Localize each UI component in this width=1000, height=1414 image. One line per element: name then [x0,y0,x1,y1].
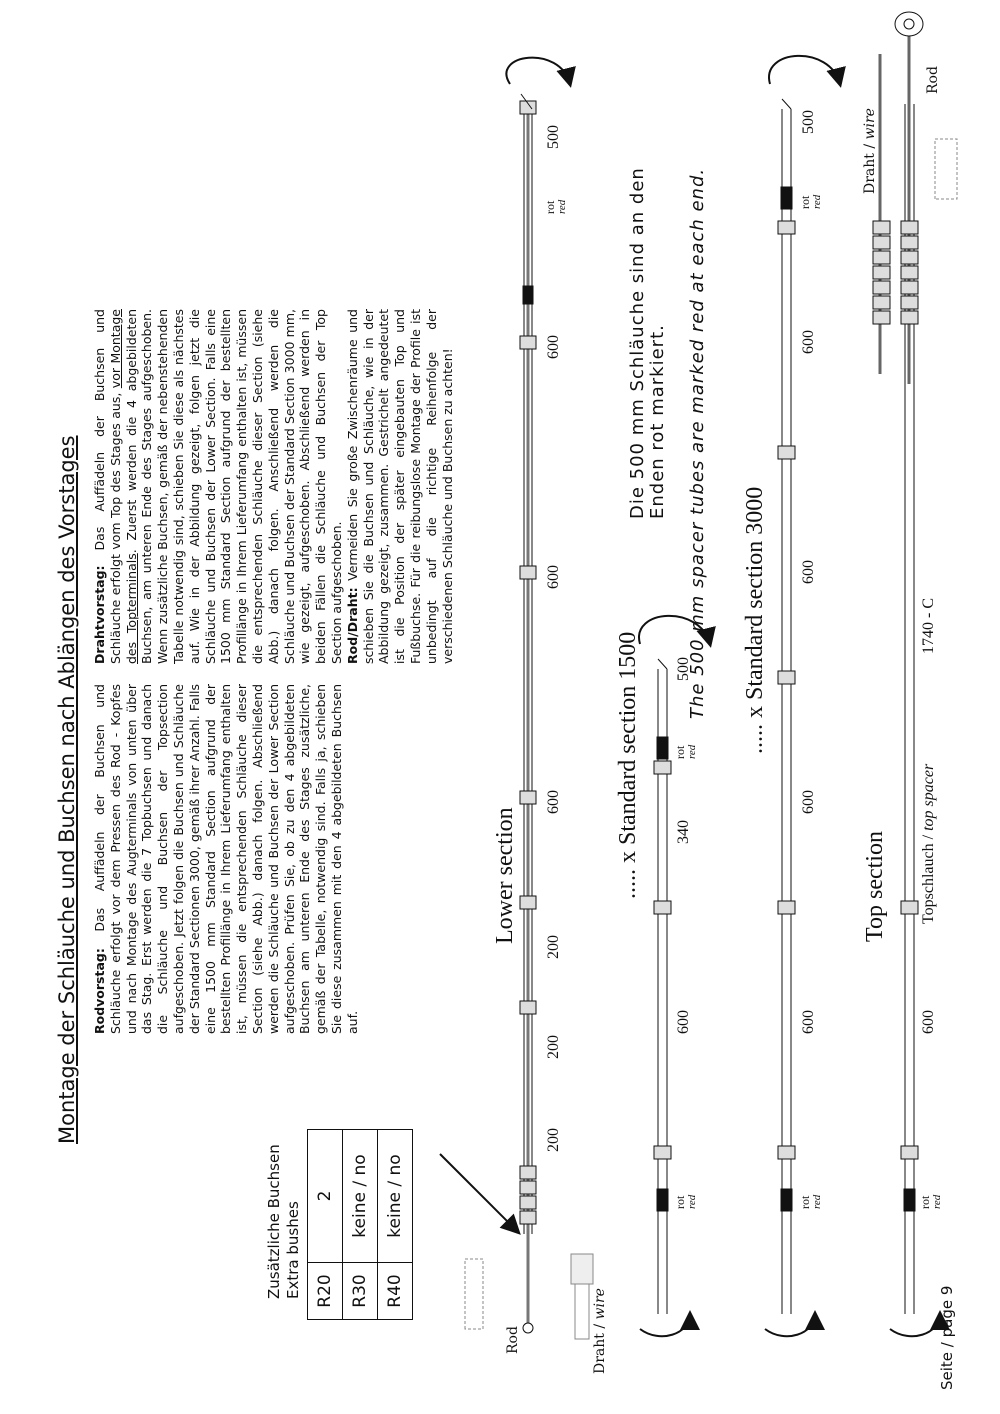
red-marker-label [800,1195,823,1209]
std3000-length-2: 600 [800,790,817,814]
table-cell: R40 [378,1263,413,1320]
top-section-title: Top section [862,831,888,942]
std3000-length-4: 600 [800,330,817,354]
rot-label: rot [798,1195,812,1209]
wire-text-b: . Zuerst werden die 4 abgebildeten Buchsen, am unteren Ende des Stages aufgeschoben. Wenn zusätzliche Buchsen, gemäß der nebenstehenden Tabelle notwendig sind, schieben Sie diese als nächstes auf. Wie in der Abbildung gezeigt, folgen jetzt die Schläuche und Buchsen der Lower Section. Falls eine 1500 mm Standard Section aufgrund der bestellten Profillänge in Ihrem Lieferumfang enthalten ist, müssen die entsprechenden Schläuche dieser Section (siehe Abb.) danach folgen. Anschließend werden die Schläuche und Buchsen der Standard Section 3000 mm, wie gezeigt, aufgeschoben. Abschließend werden in beiden Fällen die Schläuche und Buchsen der Top Section aufgeschoben. [123,309,344,664]
rot-label: rot [918,1195,932,1209]
lower-length-2: 200 [545,1035,562,1059]
note-en: The 500 mm spacer tubes are marked red at each end. [687,167,708,719]
top-length-1: 600 [920,1010,937,1034]
std3000-length-1: 600 [800,1010,817,1034]
draht-label: Draht / [592,1319,608,1374]
red-marker-label [800,195,823,209]
draht-label: Draht / [862,139,878,194]
lower-length-3: 200 [545,935,562,959]
rod-label: Rod [505,1326,521,1354]
red-label: red [811,194,823,209]
lower-length-7: 500 [545,125,562,149]
page-heading: Montage der Schläuche und Buchsen nach Ablängen des Vorstages [55,435,79,1144]
lower-length-5: 600 [545,565,562,589]
table-cell: R30 [343,1263,378,1320]
rod-title: Rodvorstag: [92,948,107,1034]
wire-label: wire [862,108,878,140]
lower-section-title: Lower section [492,807,518,944]
top-spacer-de: Topschlauch / [920,830,937,924]
table-row [343,1130,378,1320]
rod-instructions [92,684,361,1034]
red-marker-label [545,200,568,214]
wire-text-underlined: vor Montage des Topterminals [107,309,139,664]
table-cell: 2 [308,1130,343,1263]
rot-label: rot [673,745,687,759]
table-row [378,1130,413,1320]
rot-label: rot [798,195,812,209]
table-cell: keine / no [378,1130,413,1263]
table-row [308,1130,343,1320]
lower-length-4: 600 [545,790,562,814]
std1500-length-2: 340 [675,820,692,844]
red-label: red [686,1194,698,1209]
lower-length-1: 200 [545,1128,562,1152]
std1500-length-1: 600 [675,1010,692,1034]
red-label: red [686,744,698,759]
rw-title: Rod/Draht: [344,587,360,664]
extra-bushes-title-de: Zusätzliche Buchsen [265,1144,283,1299]
std3000-length-3: 600 [800,560,817,584]
red-label: red [931,1194,943,1209]
pointer-arrow [440,1154,518,1232]
std3000-length-5: 500 [800,110,817,134]
red-label: red [811,1194,823,1209]
top-spacer-label [920,764,938,924]
extra-bushes-title-en: Extra bushes [284,1201,302,1299]
top-spacer-en: top spacer [920,763,937,831]
std1500-title: ..... x Standard section 1500 [615,631,641,899]
wire-instructions [92,309,455,664]
red-marker-label [920,1195,943,1209]
extra-bushes-table [307,1129,413,1320]
page-number: Seite / page 9 [938,1285,956,1390]
std3000-tube [765,56,840,1336]
std3000-title: ..... x Standard section 3000 [742,486,768,754]
red-marker-label [675,1195,698,1209]
draht-wire-label-top [862,108,878,194]
rod-text: Das Auffädeln der Buchsen und Schläuche erfolgt vor dem Pressen des Rod - Kopfes und nach Montage des Augterminals von unten über das Stag. Erst werden die 7 Topbuchsen und danach die Schläuche und Buchsen der Topsection aufgeschoben. Jetzt folgen die Buchsen und Schläuche der Standard Sectionen 3000, gemäß ihrer Anzahl. Falls eine 1500 mm Standard Section aufgrund der bestellten Profillänge in Ihrem Lieferumfang enthalten ist, müssen die entsprechenden Schläuche dieser Section (siehe Abb.) danach folgen. Abschließend werden die Schläuche und Buchsen der Lower Section aufgeschoben. Prüfen Sie, ob zu den 4 abgebildeten Buchsen am unteren Ende des Stages zusätzliche, gemäß der Tabelle, notwendig sind. Falls ja, schieben Sie diese zusammen mit den 4 abgebildeten Buchsen auf. [92,684,360,1034]
table-cell: keine / no [343,1130,378,1263]
lower-length-6: 600 [545,335,562,359]
top-section-tube [873,12,940,1336]
top-code: 1740 - C [920,598,937,654]
rw-text: Vermeiden Sie große Zwischenräume und schieben Sie die Buchsen und Schläuche, wie in der Abbildung gezeigt, zusammen. Gestrichelt angedeutet ist die Position der später eingebauten Top und Fußbuchse. Für die reibungslose Montage der Profile ist unbedingt auf die richtige Reihenfolge der verschiedenen Schläuche und Buchsen zu achten! [344,309,455,664]
wire-label: wire [592,1288,608,1320]
wire-title: Drahtvorstag: [92,565,107,664]
table-cell: R20 [308,1263,343,1320]
rot-label: rot [673,1195,687,1209]
red-label: red [556,199,568,214]
rot-label: rot [543,200,557,214]
draht-wire-label [592,1288,608,1374]
std1500-length-3: 500 [675,657,692,681]
wire-text-a: Das Auffädeln der Buchsen und Schläuche erfolgt vom Top des Stages aus, [92,309,123,664]
rod-label-top: Rod [925,66,941,94]
note-de: Die 500 mm Schläuche sind an den Enden rot markiert. [627,167,668,519]
red-marker-label [675,745,698,759]
extra-bushes-title [265,1144,303,1299]
std1500-tube [639,616,710,1336]
